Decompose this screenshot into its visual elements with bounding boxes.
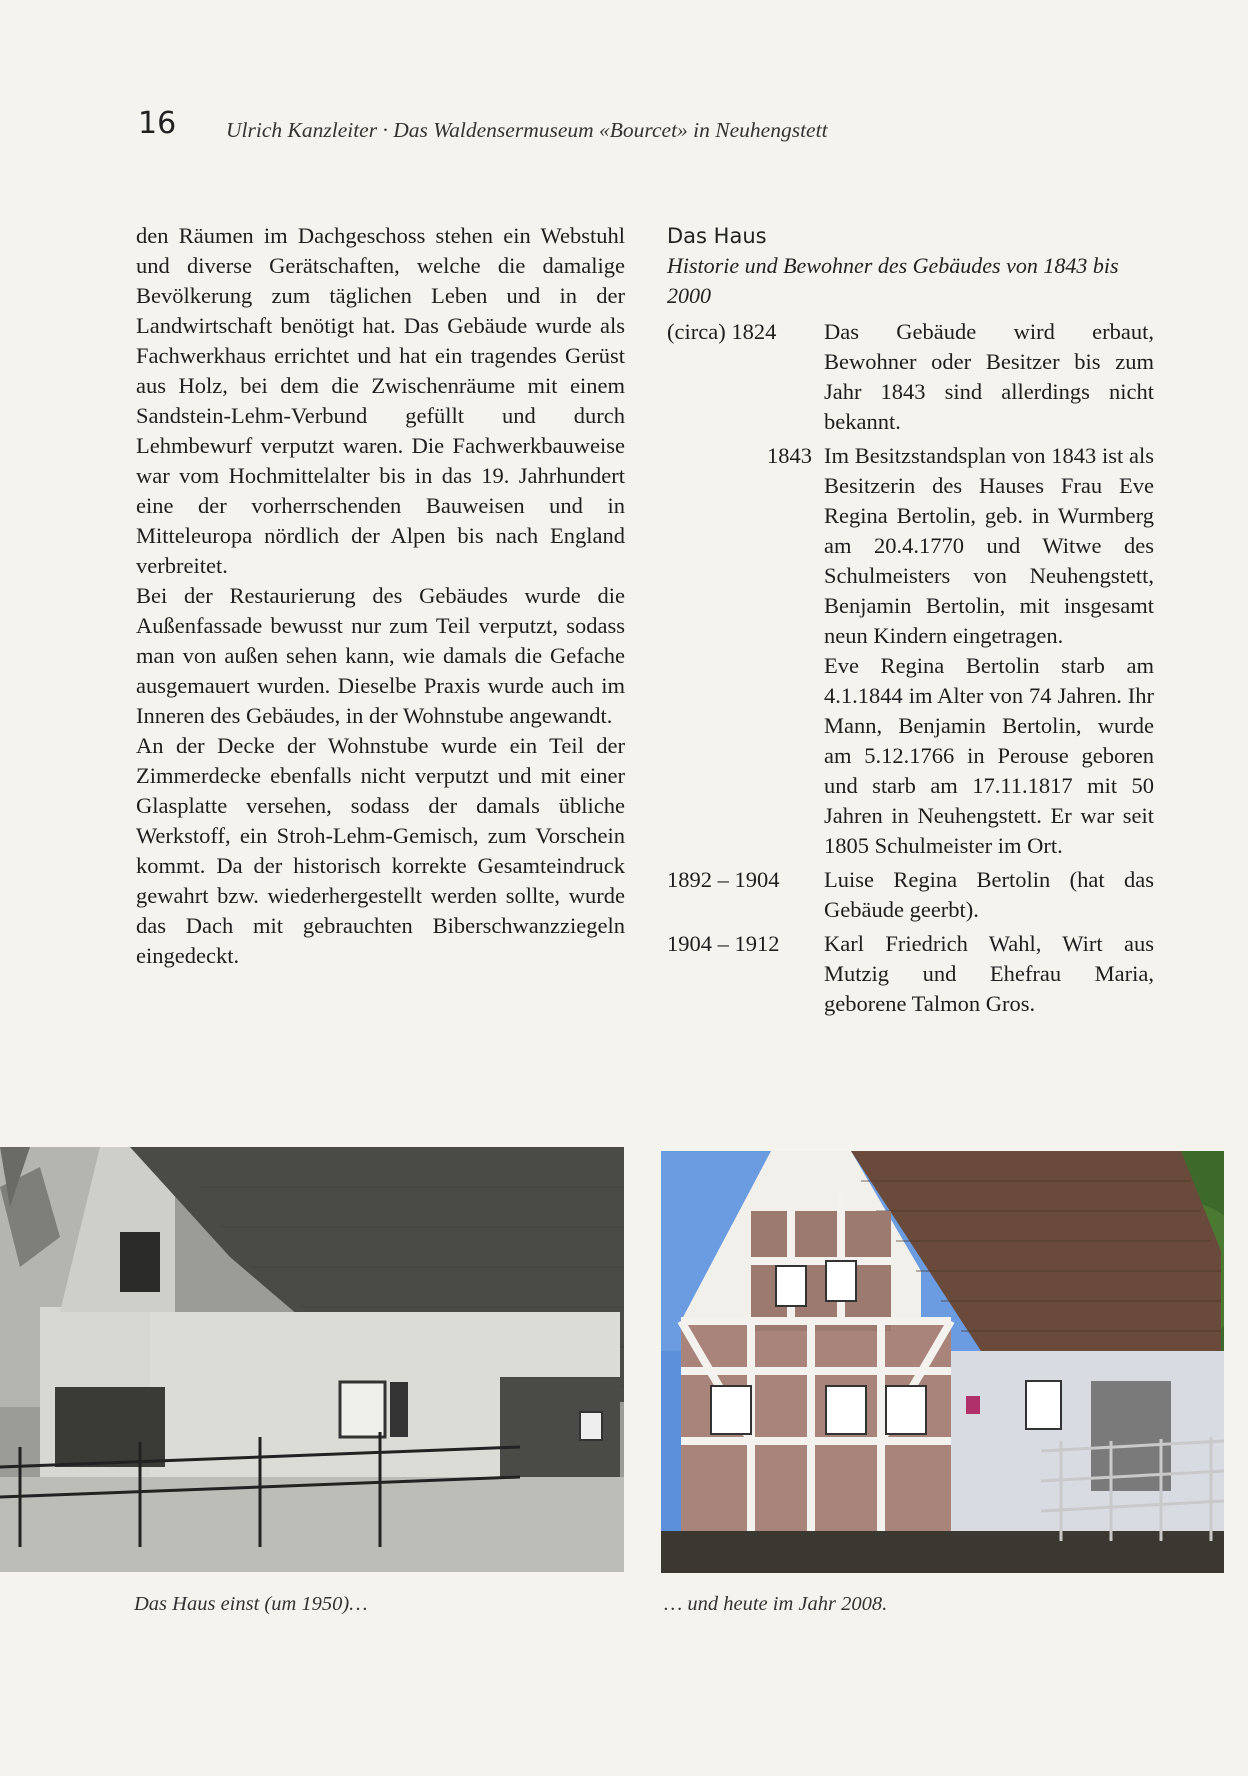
body-paragraph: An der Decke der Wohnstube wurde ein Teil der Zimmerdecke ebenfalls nicht verputzt und mit einer Glasplatte versehen, sodass der damals übliche Werkstoff, ein Stroh-Lehm-Gemisch, zum Vorschein kommt. Da der historisch korrekte Gesamteindruck gewahrt bzw. wiederhergestellt werden sollte, wurde das Dach mit gebrauchten Biberschwanzziegeln eingedeckt. xyxy=(136,733,625,968)
timeline-year: (circa) 1824 xyxy=(667,319,777,344)
body-paragraph: Bei der Restaurierung des Gebäudes wurde die Außenfassade bewusst nur zum Teil verputzt, sodass man von außen sehen kann, wie damals die Gefache ausgemauert wurden. Dieselbe Praxis wurde auch im Inneren des Gebäudes, in der Wohnstube angewandt. xyxy=(136,583,625,728)
left-column xyxy=(136,221,625,971)
timeline-entry xyxy=(667,865,1154,925)
photo-house-2008 xyxy=(661,1151,1224,1573)
timeline-text xyxy=(792,929,1154,1019)
timeline-paragraph: Luise Regina Bertolin (hat das Gebäude geerbt). xyxy=(824,867,1154,922)
timeline-year: 1904 – 1912 xyxy=(667,931,780,956)
caption-new-photo: … und heute im Jahr 2008. xyxy=(664,1593,888,1615)
section-title: Das Haus xyxy=(667,224,767,248)
running-head: Ulrich Kanzleiter · Das Waldensermuseum «Bourcet» in Neuhengstett xyxy=(226,118,828,142)
section-subtitle: Historie und Bewohner des Gebäudes von 1843 bis 2000 xyxy=(667,253,1119,308)
timeline-paragraph: Eve Regina Bertolin starb am 4.1.1844 im Alter von 74 Jahren. Ihr Mann, Benjamin Bertolin, wurde am 5.12.1766 in Perouse geboren und starb am 17.11.1817 mit 50 Jahren in Neuhengstett. Er war seit 1805 Schulmeister im Ort. xyxy=(824,653,1154,858)
timeline-year: 1892 – 1904 xyxy=(667,867,780,892)
page-number: 16 xyxy=(138,106,177,141)
body-paragraph: den Räumen im Dachgeschoss stehen ein Webstuhl und diverse Gerätschaften, welche die damalige Bevölkerung zum täglichen Leben und in der Landwirtschaft benötigt hat. Das Gebäude wurde als Fachwerkhaus errichtet und hat ein tragendes Gerüst aus Holz, bei dem die Zwischenräume mit einem Sandstein-Lehm-Verbund gefüllt und durch Lehmbewurf verputzt waren. Die Fachwerkbauweise war vom Hochmittelalter bis in das 19. Jahrhundert eine der vorherrschenden Bauweisen und in Mitteleuropa nördlich der Alpen bis nach England verbreitet. xyxy=(136,223,625,578)
timeline-paragraph: Karl Friedrich Wahl, Wirt aus Mutzig und Ehefrau Maria, geborene Talmon Gros. xyxy=(824,931,1154,1016)
timeline-year: 1843 xyxy=(767,443,812,468)
timeline-paragraph: Im Besitzstandsplan von 1843 ist als Besitzerin des Hauses Frau Eve Regina Bertolin, geb. in Wurmberg am 20.4.1770 und Witwe des Schulmeisters von Neuhengstett, Benjamin Bertolin, mit insgesamt neun Kindern eingetragen. xyxy=(824,443,1154,648)
timeline-text xyxy=(792,865,1154,925)
caption-old-photo: Das Haus einst (um 1950)… xyxy=(134,1593,368,1615)
timeline-entry xyxy=(667,441,1154,861)
photo-house-1950 xyxy=(0,1147,624,1572)
timeline-text xyxy=(792,441,1154,861)
right-column xyxy=(667,221,1154,1023)
page-header xyxy=(0,106,1248,146)
house-2008-illustration xyxy=(661,1151,1224,1573)
timeline-entry xyxy=(667,929,1154,1019)
timeline-text xyxy=(792,317,1154,437)
timeline-paragraph: Das Gebäude wird erbaut, Bewohner oder Besitzer bis zum Jahr 1843 sind allerdings nicht bekannt. xyxy=(824,319,1154,434)
timeline-entry xyxy=(667,317,1154,437)
house-1950-illustration xyxy=(0,1147,624,1572)
